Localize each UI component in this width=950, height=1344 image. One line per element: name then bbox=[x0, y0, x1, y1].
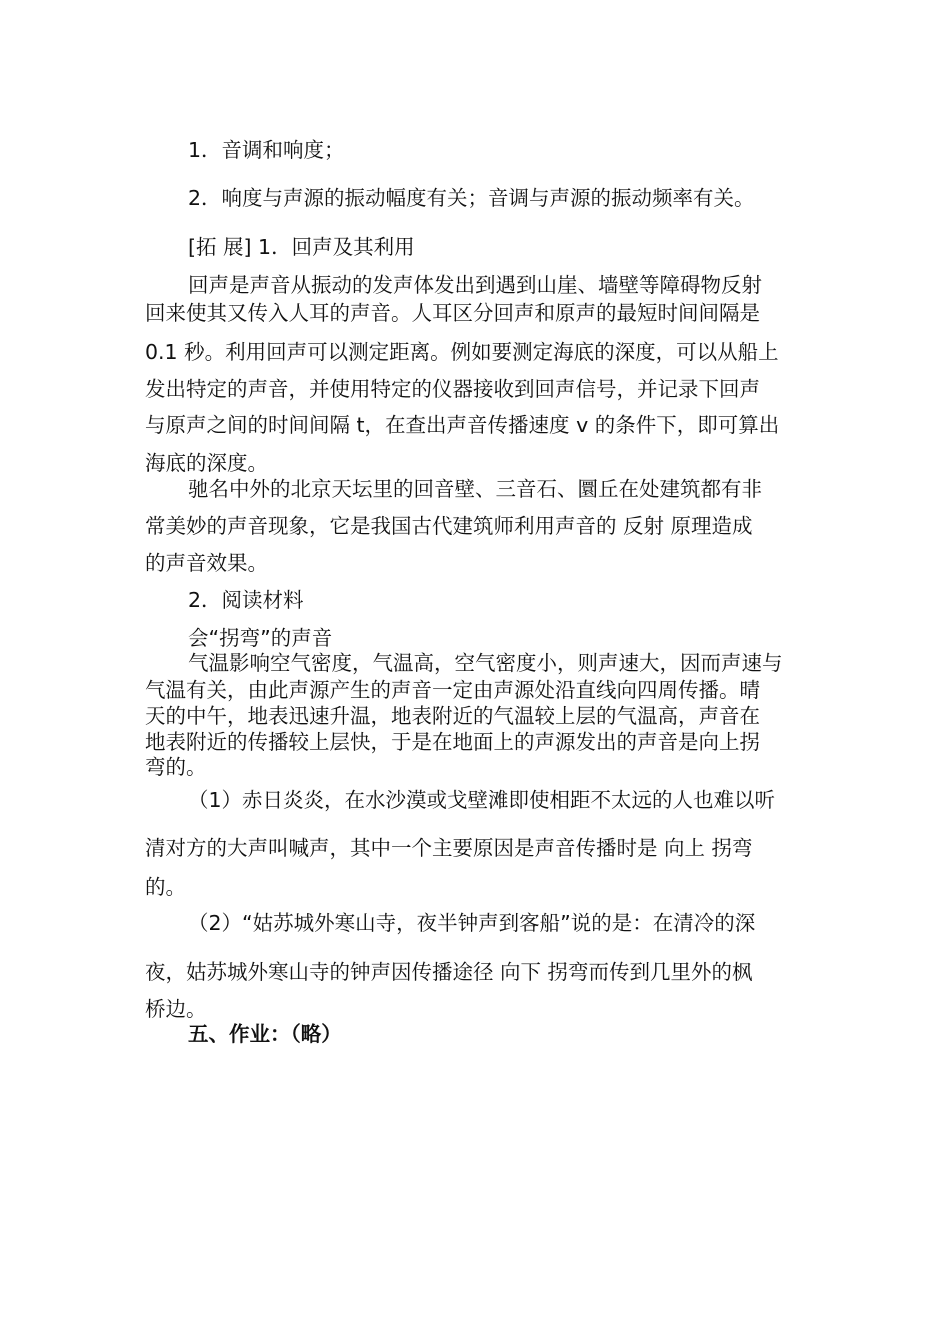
reading-material-heading: 2．阅读材料 bbox=[188, 588, 304, 612]
reading-paragraph-line: 弯的。 bbox=[145, 755, 207, 779]
tiantan-paragraph-line: 的声音效果。 bbox=[145, 551, 268, 575]
echo-paragraph-line: 发出特定的声音，并使用特定的仪器接收到回声信号，并记录下回声 bbox=[145, 377, 760, 401]
line-answer-1: 1．音调和响度； bbox=[188, 138, 345, 162]
echo-paragraph-line: 海底的深度。 bbox=[145, 451, 268, 475]
question-2-line: 夜，姑苏城外寒山寺的钟声因传播途径 向下 拐弯而传到几里外的枫 bbox=[145, 960, 753, 984]
reading-paragraph-line: 地表附近的传播较上层快，于是在地面上的声源发出的声音是向上拐 bbox=[145, 730, 760, 754]
question-1-line: （1）赤日炎炎，在水沙漠或戈壁滩即使相距不太远的人也难以听 bbox=[188, 788, 776, 812]
reading-title: 会“拐弯”的声音 bbox=[188, 626, 333, 650]
reading-paragraph-line: 气温有关，由此声源产生的声音一定由声源处沿直线向四周传播。晴 bbox=[145, 678, 760, 702]
reading-paragraph-line: 天的中午，地表迅速升温，地表附近的气温较上层的气温高，声音在 bbox=[145, 704, 760, 728]
homework-heading: 五、作业：（略） bbox=[188, 1022, 342, 1046]
line-answer-2: 2．响度与声源的振动幅度有关；音调与声源的振动频率有关。 bbox=[188, 186, 755, 210]
echo-paragraph-line: 回来使其又传入人耳的声音。人耳区分回声和原声的最短时间间隔是 bbox=[145, 301, 760, 325]
reading-paragraph-line: 气温影响空气密度，气温高，空气密度小，则声速大，因而声速与 bbox=[188, 651, 783, 675]
echo-paragraph-line: 回声是声音从振动的发声体发出到遇到山崖、墙壁等障碍物反射 bbox=[188, 273, 762, 297]
echo-paragraph-line: 0.1 秒。利用回声可以测定距离。例如要测定海底的深度，可以从船上 bbox=[145, 340, 779, 364]
tiantan-paragraph-line: 常美妙的声音现象，它是我国古代建筑师利用声音的 反射 原理造成 bbox=[145, 514, 753, 538]
line-extension-heading: [拓 展] 1．回声及其利用 bbox=[188, 235, 415, 259]
question-1-line: 的。 bbox=[145, 875, 186, 899]
echo-paragraph-line: 与原声之间的时间间隔 t，在查出声音传播速度 v 的条件下，即可算出 bbox=[145, 413, 780, 437]
tiantan-paragraph-line: 驰名中外的北京天坛里的回音壁、三音石、圜丘在处建筑都有非 bbox=[188, 477, 762, 501]
question-2-line: （2）“姑苏城外寒山寺，夜半钟声到客船”说的是：在清冷的深 bbox=[188, 911, 756, 935]
question-2-line: 桥边。 bbox=[145, 997, 207, 1021]
question-1-line: 清对方的大声叫喊声，其中一个主要原因是声音传播时是 向上 拐弯 bbox=[145, 836, 753, 860]
